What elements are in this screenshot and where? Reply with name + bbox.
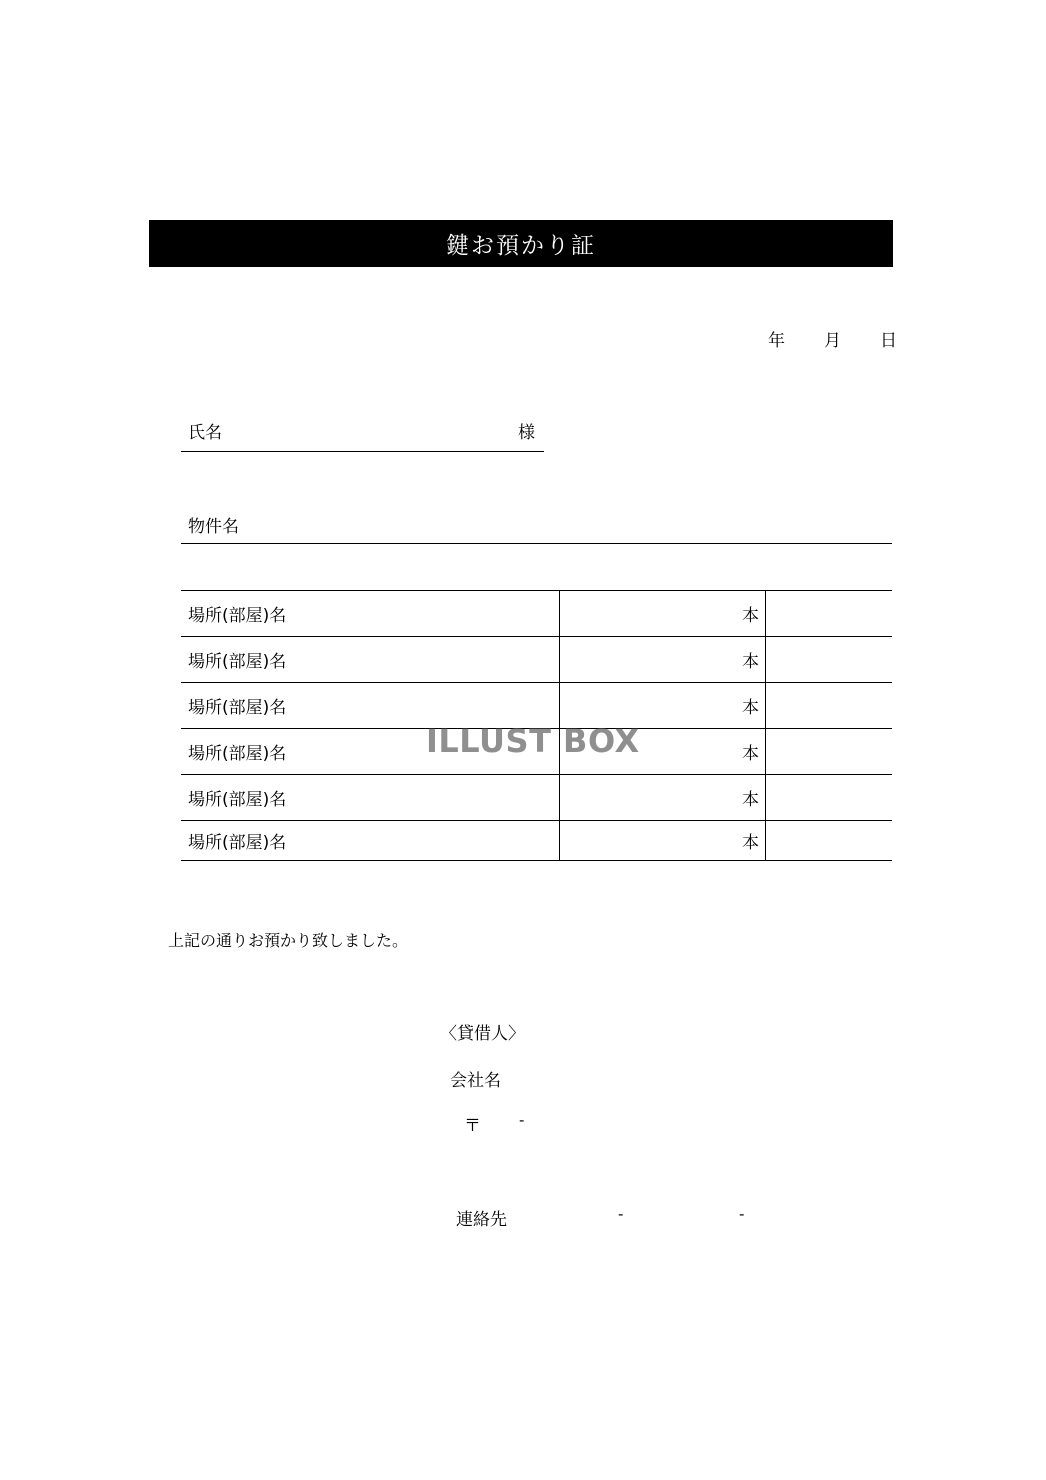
key-count-cell: 本 xyxy=(560,729,766,775)
postal-mark: 〒 xyxy=(464,1116,481,1136)
key-count-cell: 本 xyxy=(560,637,766,683)
name-label: 氏名 xyxy=(188,423,222,443)
place-name-cell: 場所(部屋)名 xyxy=(181,637,560,683)
table-row xyxy=(181,637,892,683)
contact-separator-1: - xyxy=(618,1205,624,1223)
place-name-cell: 場所(部屋)名 xyxy=(181,821,560,861)
key-count-cell: 本 xyxy=(560,775,766,821)
date-day-label: 日 xyxy=(880,331,897,351)
date-month-label: 月 xyxy=(824,331,841,351)
table-row xyxy=(181,591,892,637)
extra-cell xyxy=(765,683,892,729)
place-name-cell: 場所(部屋)名 xyxy=(181,729,560,775)
contact-label: 連絡先 xyxy=(456,1210,507,1230)
receipt-statement: 上記の通りお預かり致しました。 xyxy=(168,931,409,950)
document-title: 鍵お預かり証 xyxy=(446,233,596,259)
document-title-bar xyxy=(149,220,893,267)
watermark: ILLUST BOX xyxy=(426,722,640,760)
name-field xyxy=(181,414,544,452)
place-name-cell: 場所(部屋)名 xyxy=(181,683,560,729)
key-count-cell: 本 xyxy=(560,683,766,729)
table-row xyxy=(181,775,892,821)
extra-cell xyxy=(765,775,892,821)
property-field xyxy=(181,508,892,544)
lessor-heading: 〈貸借人〉 xyxy=(440,1024,525,1044)
extra-cell xyxy=(765,821,892,861)
postal-separator: - xyxy=(519,1111,525,1129)
extra-cell xyxy=(765,591,892,637)
company-name-label: 会社名 xyxy=(450,1071,501,1091)
extra-cell xyxy=(765,637,892,683)
key-count-cell: 本 xyxy=(560,591,766,637)
name-honorific: 様 xyxy=(518,423,535,443)
place-name-cell: 場所(部屋)名 xyxy=(181,775,560,821)
date-year-label: 年 xyxy=(768,331,785,351)
extra-cell xyxy=(765,729,892,775)
key-count-cell: 本 xyxy=(560,821,766,861)
contact-separator-2: - xyxy=(739,1205,745,1223)
property-label: 物件名 xyxy=(188,517,239,537)
table-row xyxy=(181,821,892,861)
place-name-cell: 場所(部屋)名 xyxy=(181,591,560,637)
date-row xyxy=(750,326,900,350)
